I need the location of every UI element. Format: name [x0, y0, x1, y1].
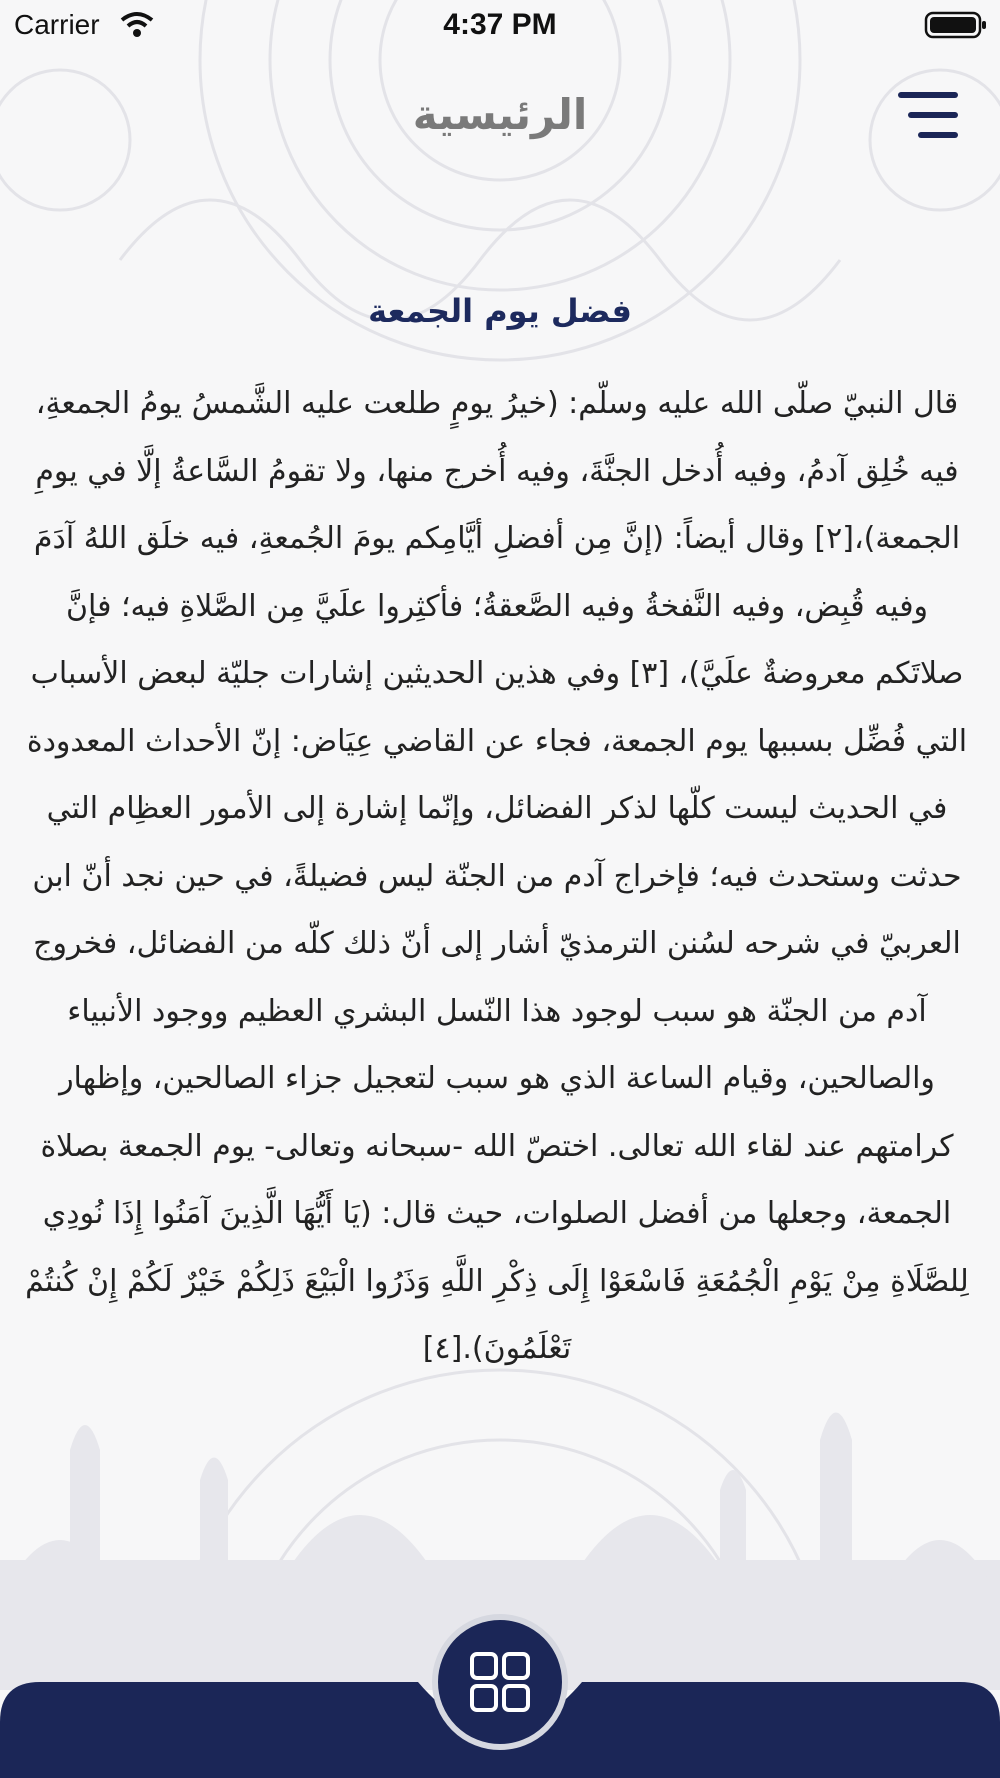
page-title: الرئيسية	[412, 90, 588, 139]
battery-icon	[924, 10, 988, 40]
grid-apps-icon	[468, 1650, 532, 1714]
carrier-label: Carrier	[14, 9, 100, 40]
app-header	[0, 70, 1000, 170]
status-time: 4:37 PM	[443, 8, 557, 41]
home-grid-button[interactable]	[432, 1614, 568, 1750]
article-body: قال النبيّ صلّى الله عليه وسلّم: (خيرُ يومٍ طلعت عليه الشَّمسُ يومُ الجمعةِ، فيه خُلِق آدمُ، وفيه أُدخل الجنَّةَ، وفيه أُخرج منها، ولا تقومُ السَّاعةُ إلَّا في يومِ الجمعة)،[٢] وقال أيضاً: (إنَّ مِن أفضلِ أيَّامِكم يومَ الجُمعةِ، فيه خلَق اللهُ آدَمَ وفيه قُبِض، وفيه النَّفخةُ وفيه الصَّعقةُ؛ فأكثِروا علَيَّ مِن الصَّلاةِ فيه؛ فإنَّ صلاتَكم معروضةٌ علَيَّ)، [٣] وفي هذين الحديثين إشارات جليّة لبعض الأسباب التي فُضِّل بسببها يوم الجمعة، فجاء عن القاضي عِيَاض: إنّ الأحداث المعدودة في الحديث ليست كلّها لذكر الفضائل، وإنّما إشارة إلى الأمور العظِام التي حدثت وستحدث فيه؛ فإخراج آدم من الجنّة ليس فضيلةً، في حين نجد أنّ ابن العربيّ في شرحه لسُنن الترمذيّ أشار إلى أنّ ذلك كلّه من الفضائل، فخروج آدم من الجنّة هو سبب لوجود هذا النّسل البشري العظيم ووجود الأنبياء والصالحين، وقيام الساعة الذي هو سبب لتعجيل جزاء الصالحين، وإظهار كرامتهم عند لقاء الله تعالى. اختصّ الله -سبحانه وتعالى- يوم الجمعة بصلاة الجمعة، وجعلها من أفضل الصلوات، حيث قال: (يَا أَيُّهَا الَّذِينَ آمَنُوا إِذَا نُودِي لِلصَّلَاةِ مِنْ يَوْمِ الْجُمُعَةِ فَاسْعَوْا إِلَى ذِكْرِ اللَّهِ وَذَرُوا الْبَيْعَ ذَلِكُمْ خَيْرٌ لَكُمْ إِنْ كُنتُمْ تَعْلَمُونَ).[٤]	[25, 386, 969, 1366]
article-title: فضل يوم الجمعة	[368, 292, 632, 330]
status-bar	[0, 0, 1000, 50]
hamburger-menu-icon[interactable]	[898, 90, 962, 142]
